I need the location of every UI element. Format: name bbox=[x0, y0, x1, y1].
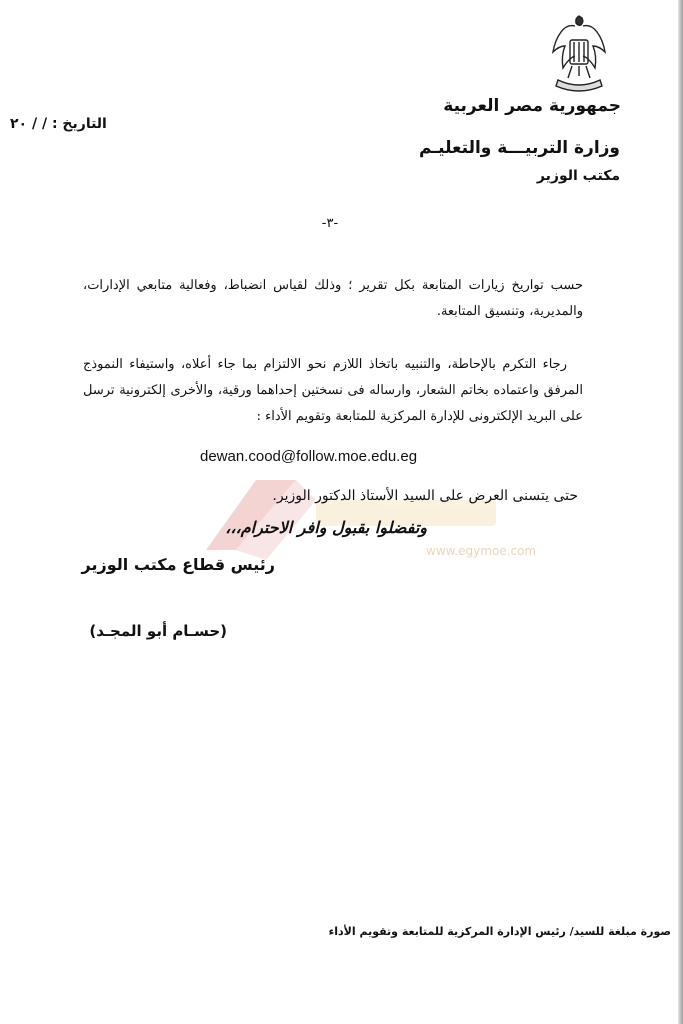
signature-name: (حسـام أبو المجـد) bbox=[89, 622, 227, 640]
footer-strip bbox=[170, 1012, 590, 1020]
regards-line: وتفضلوا بقبول وافر الاحترام،،، bbox=[225, 518, 427, 537]
closing-line: حتى يتسنى العرض على السيد الأستاذ الدكتور الوزير. bbox=[272, 488, 578, 504]
cc-note: صورة مبلغة للسيد/ رئيس الإدارة المركزية للمتابعة وتقويم الأداء bbox=[328, 925, 671, 938]
paragraph-1: حسب تواريخ زيارات المتابعة بكل تقرير ؛ وذلك لقياس انضباط، وفعالية متابعي الإدارات، والمديرية، وتنسيق المتابعة. bbox=[83, 278, 583, 319]
paragraph-2-text: رجاء التكرم بالإحاطة، والتنبيه باتخاذ اللازم نحو الالتزام بما جاء أعلاه، واستيفاء النموذج المرفق واعتماده بخاتم الشعار، وارساله فى نسختين إحداهما ورقية، والأخرى إلكترونية ترسل على البريد الإلكترونى للإدارة المركزية للمتابعة وتقويم الأداء : bbox=[83, 357, 583, 424]
date-line: التاريخ : / / ٢٠ bbox=[10, 116, 107, 132]
page-number: -٣- bbox=[321, 216, 339, 231]
scan-edge bbox=[678, 0, 683, 1024]
email-address[interactable]: dewan.cood@follow.moe.edu.eg bbox=[200, 448, 418, 465]
eagle-emblem-icon bbox=[548, 10, 610, 96]
signature-title: رئيس قطاع مكتب الوزير bbox=[81, 555, 275, 574]
ministry-name: وزارة التربيـــة والتعليـم bbox=[419, 138, 620, 158]
office-name: مكتب الوزير bbox=[536, 168, 620, 184]
country-name: جمهورية مصر العربية bbox=[443, 96, 621, 116]
watermark-text: www.egymoe.com bbox=[426, 544, 537, 558]
paragraph-2 bbox=[83, 352, 583, 430]
